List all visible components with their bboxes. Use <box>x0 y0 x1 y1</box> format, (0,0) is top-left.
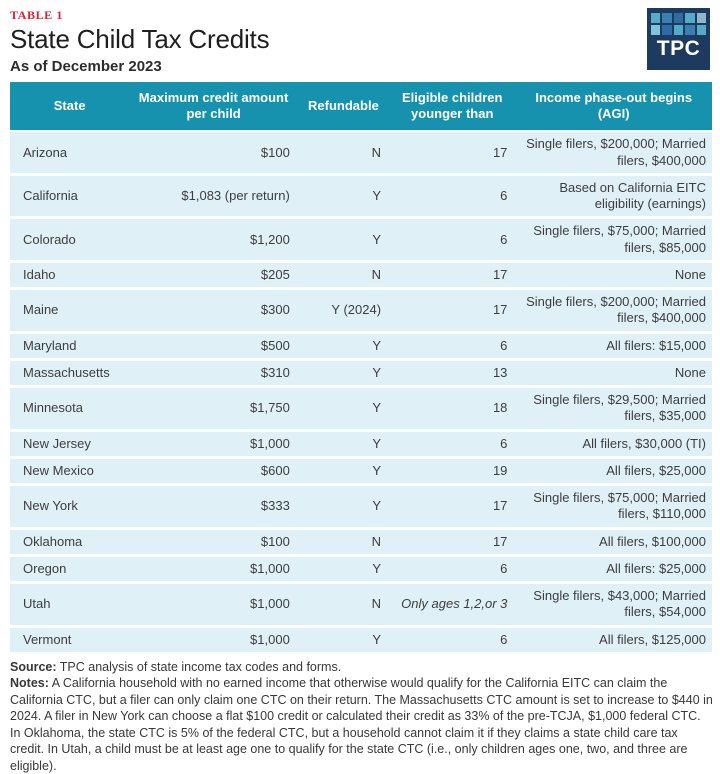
cell-younger-than: 13 <box>389 359 515 386</box>
page-title: State Child Tax Credits <box>10 24 270 54</box>
cell-max-credit: $1,200 <box>129 218 297 262</box>
cell-younger-than: 6 <box>389 430 515 457</box>
cell-state: Minnesota <box>10 387 129 431</box>
cell-state: Colorado <box>10 218 129 262</box>
cell-state: Massachusetts <box>10 359 129 386</box>
cell-max-credit: $1,000 <box>129 430 297 457</box>
column-header: Refundable <box>298 82 389 132</box>
table-row <box>10 626 712 653</box>
cell-younger-than: 18 <box>389 387 515 431</box>
table-row <box>10 485 712 529</box>
cell-state: California <box>10 174 129 218</box>
table-row <box>10 174 712 218</box>
cell-refundable: Y <box>298 332 389 359</box>
column-header: Eligible children younger than <box>389 82 515 132</box>
cell-refundable: N <box>298 261 389 288</box>
cell-younger-than: 17 <box>389 289 515 333</box>
notes-label: Notes: <box>10 676 49 691</box>
source-line <box>10 659 714 676</box>
cell-phase-out: All filers, $100,000 <box>515 528 712 555</box>
cell-refundable: Y <box>298 555 389 582</box>
cell-phase-out: All filers: $25,000 <box>515 555 712 582</box>
cell-state: New Mexico <box>10 457 129 484</box>
cell-max-credit: $1,000 <box>129 626 297 653</box>
cell-phase-out: Single filers, $200,000; Married filers, $400,000 <box>515 131 712 174</box>
notes-text: A California household with no earned income that otherwise would qualify for the California EITC can claim the California CTC, but a filer can only claim one CTC on their return. The Massachusetts CTC amount is set to increase to $440 in 2024. A filer in New York can choose a flat $100 credit or calculated their credit as 33% of the pre-TCJA, $1,000 federal CTC. In Oklahoma, the state CTC is 5% of the federal CTC, but a household cannot claim it if they claims a state child care tax credit. In Utah, a child must be at least age one to qualify for the state CTC (i.e., only children ages one, two, and three are eligible). <box>10 676 713 773</box>
logo-square <box>662 25 671 35</box>
table-row <box>10 359 712 386</box>
logo-square <box>651 25 660 35</box>
cell-younger-than: 17 <box>389 485 515 529</box>
cell-phase-out: Single filers, $29,500; Married filers, $35,000 <box>515 387 712 431</box>
cell-younger-than: 6 <box>389 332 515 359</box>
table-row <box>10 387 712 431</box>
table-row <box>10 583 712 627</box>
cell-refundable: Y <box>298 457 389 484</box>
table-row <box>10 528 712 555</box>
logo-square <box>651 13 660 23</box>
cell-state: New York <box>10 485 129 529</box>
cell-phase-out: All filers, $25,000 <box>515 457 712 484</box>
logo-wordmark: TPC <box>656 37 701 60</box>
cell-refundable: N <box>298 528 389 555</box>
source-text: TPC analysis of state income tax codes and forms. <box>59 659 342 674</box>
table-number-label: TABLE 1 <box>10 8 63 22</box>
cell-refundable: Y <box>298 359 389 386</box>
source-label: Source: <box>10 659 57 674</box>
cell-max-credit: $310 <box>129 359 297 386</box>
logo-square <box>674 13 683 23</box>
cell-refundable: N <box>298 131 389 174</box>
cell-state: Maryland <box>10 332 129 359</box>
cell-state: Maine <box>10 289 129 333</box>
cell-refundable: Y <box>298 485 389 529</box>
cell-refundable: Y <box>298 218 389 262</box>
tpc-logo <box>647 8 710 70</box>
table-footnotes <box>10 659 714 774</box>
logo-square <box>662 13 671 23</box>
cell-state: Utah <box>10 583 129 627</box>
column-header: Maximum credit amount per child <box>129 82 297 132</box>
cell-phase-out: None <box>515 359 712 386</box>
cell-phase-out: All filers, $125,000 <box>515 626 712 653</box>
cell-state: Vermont <box>10 626 129 653</box>
cell-max-credit: $333 <box>129 485 297 529</box>
logo-square <box>674 25 683 35</box>
cell-refundable: Y <box>298 387 389 431</box>
notes-line <box>10 675 714 774</box>
logo-square <box>697 25 706 35</box>
cell-younger-than: 17 <box>389 131 515 174</box>
cell-phase-out: Single filers, $75,000; Married filers, $110,000 <box>515 485 712 529</box>
cell-refundable: Y <box>298 430 389 457</box>
cell-max-credit: $500 <box>129 332 297 359</box>
table-body <box>10 131 712 653</box>
cell-younger-than: 6 <box>389 555 515 582</box>
cell-refundable: Y (2024) <box>298 289 389 333</box>
table-row <box>10 261 712 288</box>
cell-max-credit: $300 <box>129 289 297 333</box>
cell-phase-out: Based on California EITC eligibility (earnings) <box>515 174 712 218</box>
table-row <box>10 457 712 484</box>
cell-max-credit: $1,000 <box>129 583 297 627</box>
table-row <box>10 430 712 457</box>
cell-phase-out: Single filers, $75,000; Married filers, $85,000 <box>515 218 712 262</box>
logo-square <box>685 13 694 23</box>
cell-state: Oklahoma <box>10 528 129 555</box>
cell-refundable: N <box>298 583 389 627</box>
logo-square <box>685 25 694 35</box>
cell-max-credit: $600 <box>129 457 297 484</box>
cell-younger-than: 17 <box>389 528 515 555</box>
cell-state: Oregon <box>10 555 129 582</box>
cell-younger-than: 6 <box>389 626 515 653</box>
cell-younger-than: 19 <box>389 457 515 484</box>
page-subtitle: As of December 2023 <box>10 57 162 75</box>
cell-younger-than: Only ages 1,2,or 3 <box>389 583 515 627</box>
cell-younger-than: 17 <box>389 261 515 288</box>
cell-phase-out: Single filers, $43,000; Married filers, $54,000 <box>515 583 712 627</box>
cell-younger-than: 6 <box>389 218 515 262</box>
state-ctc-table <box>10 82 712 655</box>
cell-state: Idaho <box>10 261 129 288</box>
cell-max-credit: $205 <box>129 261 297 288</box>
logo-square <box>697 13 706 23</box>
cell-max-credit: $100 <box>129 131 297 174</box>
logo-grid-icon <box>651 13 706 35</box>
cell-phase-out: All filers, $30,000 (TI) <box>515 430 712 457</box>
table-row <box>10 289 712 333</box>
cell-state: New Jersey <box>10 430 129 457</box>
cell-refundable: Y <box>298 626 389 653</box>
cell-younger-than: 6 <box>389 174 515 218</box>
cell-max-credit: $100 <box>129 528 297 555</box>
header-row <box>10 82 712 132</box>
cell-refundable: Y <box>298 174 389 218</box>
cell-phase-out: Single filers, $200,000; Married filers, $400,000 <box>515 289 712 333</box>
cell-phase-out: None <box>515 261 712 288</box>
cell-phase-out: All filers: $15,000 <box>515 332 712 359</box>
table-row <box>10 131 712 174</box>
cell-max-credit: $1,000 <box>129 555 297 582</box>
table-row <box>10 218 712 262</box>
cell-max-credit: $1,083 (per return) <box>129 174 297 218</box>
table-row <box>10 332 712 359</box>
table-row <box>10 555 712 582</box>
column-header: Income phase-out begins (AGI) <box>515 82 712 132</box>
cell-max-credit: $1,750 <box>129 387 297 431</box>
cell-state: Arizona <box>10 131 129 174</box>
column-header: State <box>10 82 129 132</box>
